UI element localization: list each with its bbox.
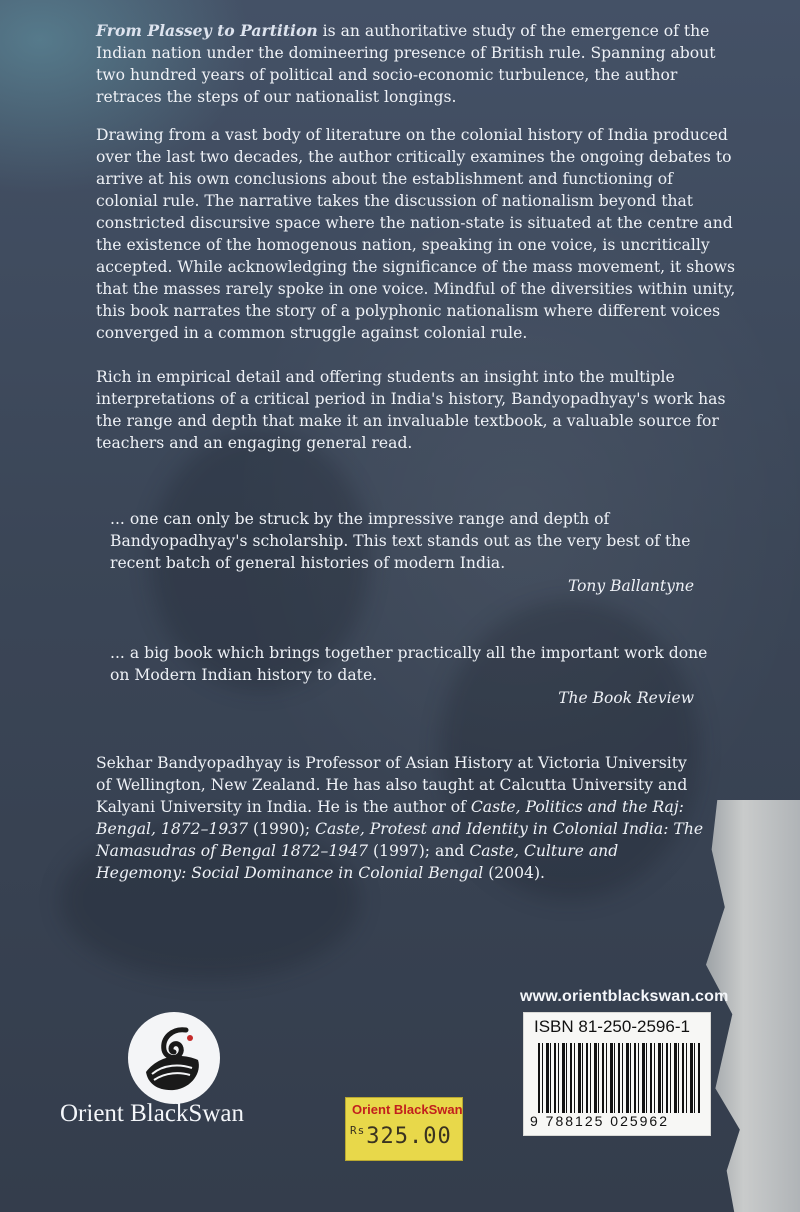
blurb-paragraph-1 bbox=[96, 20, 736, 108]
price-currency: Rs bbox=[350, 1124, 366, 1137]
blurb-paragraph-1-text: is an authoritative study of the emergence of the Indian nation under the domineering presence of British rule. Spanning about two hundred years of political and socio-economic turbulence, the author retraces the steps of our nationalist longings. bbox=[96, 22, 716, 106]
price-sticker bbox=[345, 1097, 463, 1161]
author-book-title: Caste, Culture and Hegemony: Social Dominance in Colonial Bengal bbox=[96, 842, 619, 882]
review-author-2: The Book Review bbox=[558, 689, 694, 707]
price-amount: 325.00 bbox=[366, 1124, 452, 1149]
book-title-lead: From Plassey to Partition bbox=[96, 21, 318, 40]
author-bio bbox=[96, 752, 706, 884]
blurb-paragraph-2: Drawing from a vast body of literature on the colonial history of India produced over the last two decades, the author critically examines the ongoing debates to arrive at his own conclusions about the establishment and functioning of colonial rule. The narrative takes the discussion of nationalism beyond that constricted discursive space where the nation-state is situated at the centre and the existence of the homogenous nation, speaking in one voice, is uncritically accepted. While acknowledging the significance of the mass movement, it shows that the masses rarely spoke in one voice. Mindful of the diversities within unity, this book narrates the story of a polyphonic nationalism where different voices converged in a common struggle against colonial rule. bbox=[96, 126, 736, 342]
barcode-label bbox=[523, 1012, 711, 1136]
author-book-year: (1990); bbox=[248, 820, 316, 838]
review-quote-1: ... one can only be struck by the impressive range and depth of Bandyopadhyay's scholarship. This text stands out as the very best of the recent batch of general histories of modern India. bbox=[110, 510, 691, 572]
publisher-name: Orient BlackSwan bbox=[60, 1100, 244, 1127]
swan-logo-graphic bbox=[128, 1012, 220, 1104]
author-bio-text: Sekhar Bandyopadhyay is Professor of Asian History at Victoria University of Wellington, New Zealand. He has also taught at Calcutta University and Kalyani University in India. He is the author of bbox=[96, 754, 688, 816]
publisher-url: www.orientblackswan.com bbox=[520, 988, 729, 1005]
barcode-digits: 9 788125 025962 bbox=[530, 1113, 669, 1129]
price-value bbox=[350, 1124, 452, 1149]
author-book-year: (2004). bbox=[483, 864, 546, 882]
barcode-icon bbox=[538, 1043, 702, 1113]
swan-logo-icon bbox=[128, 1012, 220, 1104]
review-author-1: Tony Ballantyne bbox=[567, 577, 694, 595]
blurb-paragraph-3: Rich in empirical detail and offering students an insight into the multiple interpretations of a critical period in India's history, Bandyopadhyay's work has the range and depth that make it an invaluable textbook, a valuable source for teachers and an engaging general read. bbox=[96, 368, 726, 452]
author-book-year: (1997); and bbox=[368, 842, 470, 860]
price-sticker-brand: Orient BlackSwan bbox=[352, 1102, 463, 1117]
torn-label-area bbox=[706, 800, 800, 1212]
isbn-text: ISBN 81-250-2596-1 bbox=[534, 1017, 690, 1036]
review-quote-2: ... a big book which brings together practically all the important work done on Modern Indian history to date. bbox=[110, 644, 708, 684]
author-book-title: Caste, Politics and the Raj: Bengal, 1872–1937 bbox=[96, 798, 684, 838]
author-book-title: Caste, Protest and Identity in Colonial India: The Namasudras of Bengal 1872–1947 bbox=[96, 820, 704, 860]
